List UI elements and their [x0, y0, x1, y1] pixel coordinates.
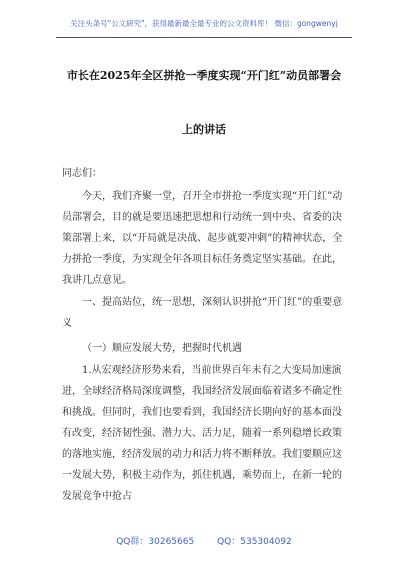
page-footer	[0, 534, 408, 547]
qq-group-number: QQ群：30265665	[116, 537, 195, 547]
document-title: 市长在2025年全区拼抢一季度实现“开门红”动员部署会	[66, 69, 342, 82]
header-divider	[56, 37, 352, 38]
body-paragraph-intro: 今天，我们齐聚一堂，召开全市拼抢一季度实现“开门红”动员部署会，目的就是要迅速把思想和行动统一到中央、省委的决策部署上来，以“开局就是决战、起步就要冲刺”的精神状态，全力拼抢一季度，为实现全年各项目标任务奠定坚实基础。在此，我讲几点意见。	[62, 191, 343, 286]
qq-number: QQ：535304092	[217, 537, 292, 547]
section-heading: 一、提高站位，统一思想，深刻认识拼抢“开门红”的重要意义	[62, 297, 343, 329]
salutation: 同志们：	[62, 168, 102, 179]
subsection-heading: （一）顺应发展大势，把握时代机遇	[82, 343, 242, 354]
document-title-continued: 上的讲话	[182, 123, 226, 136]
body-paragraph-economy: 1.从宏观经济形势来看，当前世界百年未有之大变局加速演进，全球经济格局深度调整，我国经济发展面临着诸多不确定性和挑战。但同时，我们也要看到，我国经济长期向好的基本面没有改变，经济韧性强、潜力大、活力足，随着一系列稳增长政策的落地实施，经济发展的动力和活力将不断释放。我们要顺应这一发展大势，积极主动作为，抓住机遇，乘势而上，在新一轮的发展竞争中抢占	[62, 365, 342, 502]
page-header: 关注头条号"公文研究"，获得最新最全最专业的公文资料库！ 微信：gongwenyj	[70, 19, 338, 28]
